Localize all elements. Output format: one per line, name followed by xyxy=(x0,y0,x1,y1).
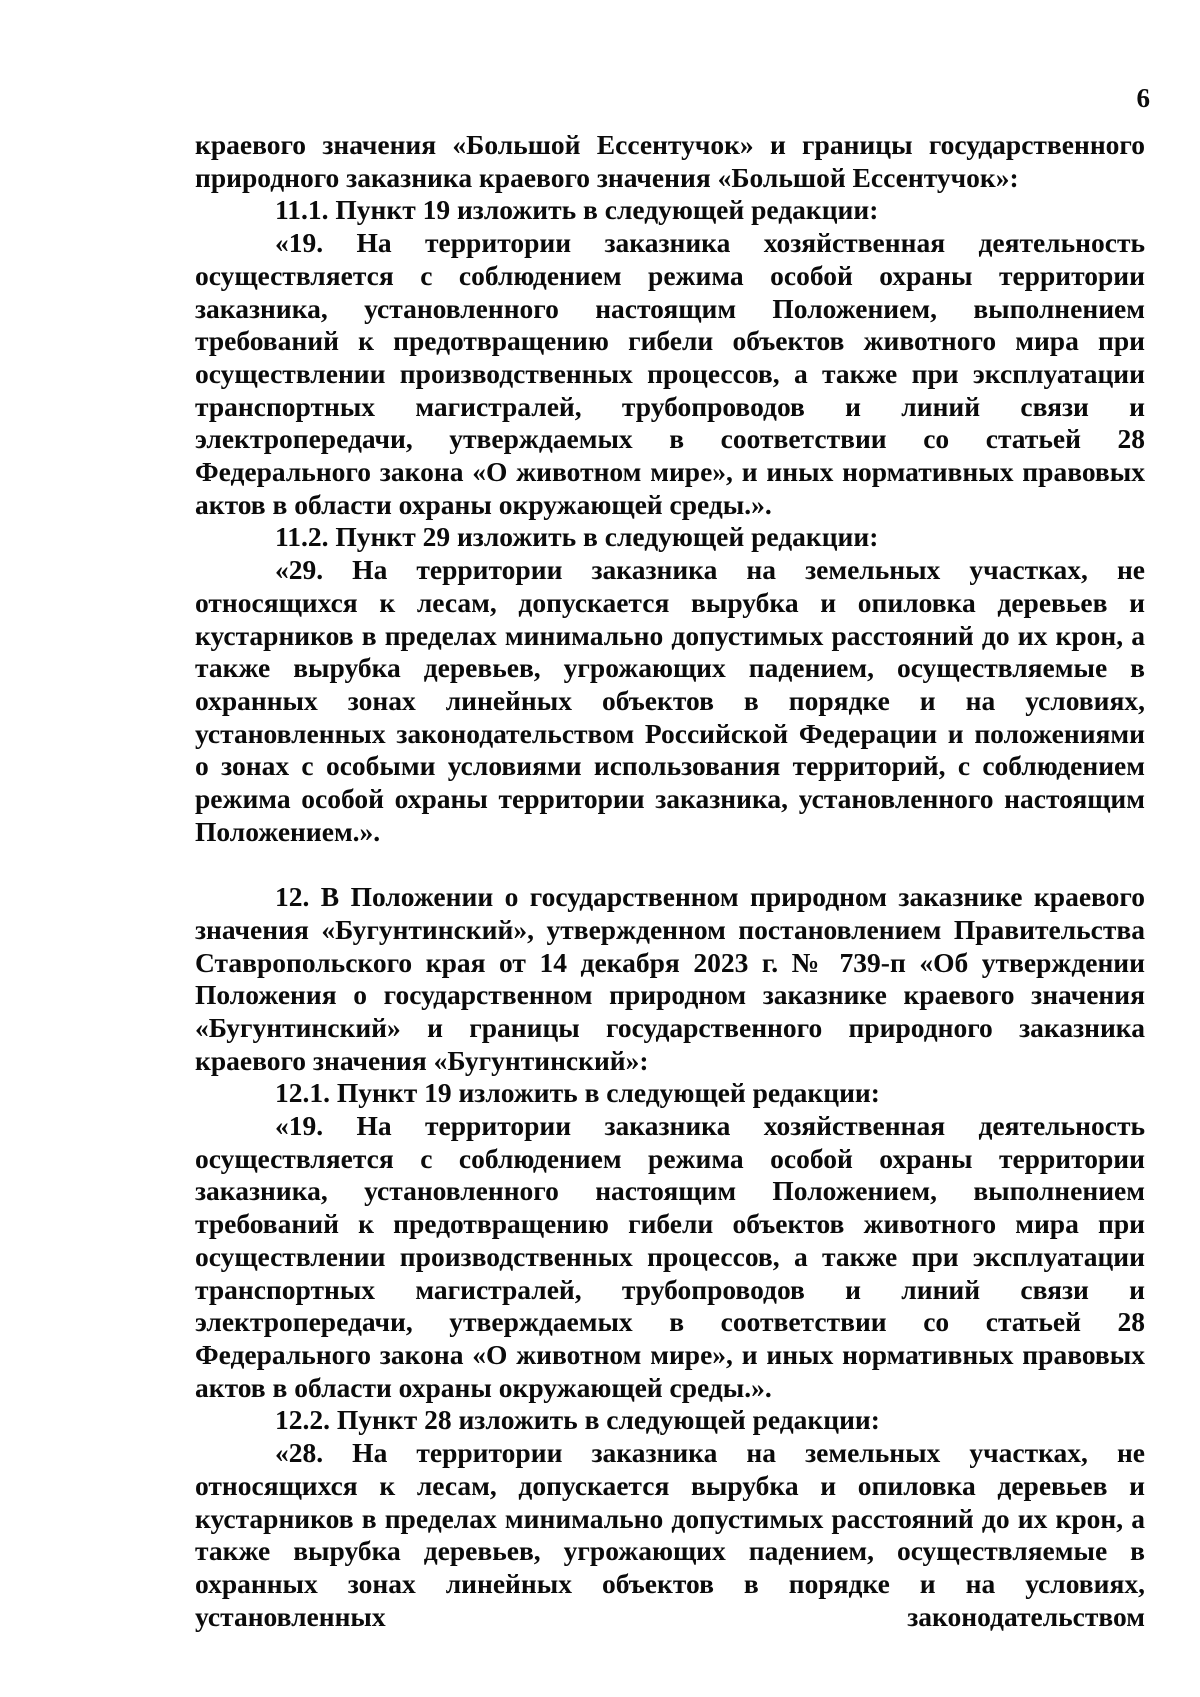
paragraph-spacer xyxy=(195,848,1145,881)
paragraph-12: 12. В Положении о государственном природном заказнике краевого значения «Бугунтинский», утвержденном постановлением Правительства Ставропольского края от 14 декабря 2023 г. № 739-п «Об утверждении Положения о государственном природном заказнике краевого значения «Бугунтинский» и границы государственного природного заказника краевого значения «Бугунтинский»: xyxy=(195,881,1145,1076)
paragraph-12-2-heading: 12.2. Пункт 28 изложить в следующей редакции: xyxy=(275,1404,880,1436)
document-body xyxy=(195,129,1145,1633)
paragraph-continuation: краевого значения «Большой Ессентучок» и границы государственного природного заказника краевого значения «Большой Ессентучок»: xyxy=(195,129,1145,193)
page-number: 6 xyxy=(1136,83,1150,113)
paragraph-12-1-heading: 12.1. Пункт 19 изложить в следующей редакции: xyxy=(275,1077,880,1109)
paragraph-12-1-text: «19. На территории заказника хозяйственная деятельность осуществляется с соблюдением режима особой охраны территории заказника, установленного настоящим Положением, выполнением требований к предотвращению гибели объектов животного мира при осуществлении производственных процессов, а также при эксплуатации транспортных магистралей, трубопроводов и линий связи и электропередачи, утверждаемых в соответствии со статьей 28 Федерального закона «О животном мире», и иных нормативных правовых актов в области охраны окружающей среды.». xyxy=(195,1110,1145,1403)
paragraph-12-2-text: «28. На территории заказника на земельных участках, не относящихся к лесам, допускается вырубка и опиловка деревьев и кустарников в пределах минимально допустимых расстояний до их крон, а также вырубка деревьев, угрожающих падением, осуществляемые в охранных зонах линейных объектов в порядке и на условиях, установленных законодательством xyxy=(195,1437,1145,1632)
paragraph-11-1-text: «19. На территории заказника хозяйственная деятельность осуществляется с соблюдением режима особой охраны территории заказника, установленного настоящим Положением, выполнением требований к предотвращению гибели объектов животного мира при осуществлении производственных процессов, а также при эксплуатации транспортных магистралей, трубопроводов и линий связи и электропередачи, утверждаемых в соответствии со статьей 28 Федерального закона «О животном мире», и иных нормативных правовых актов в области охраны окружающей среды.». xyxy=(195,227,1145,520)
paragraph-11-2-text: «29. На территории заказника на земельных участках, не относящихся к лесам, допускается вырубка и опиловка деревьев и кустарников в пределах минимально допустимых расстояний до их крон, а также вырубка деревьев, угрожающих падением, осуществляемые в охранных зонах линейных объектов в порядке и на условиях, установленных законодательством Российской Федерации и положениями о зонах с особыми условиями использования территорий, с соблюдением режима особой охраны территории заказника, установленного настоящим Положением.». xyxy=(195,554,1145,847)
paragraph-11-1-heading: 11.1. Пункт 19 изложить в следующей редакции: xyxy=(275,194,879,226)
paragraph-11-2-heading: 11.2. Пункт 29 изложить в следующей редакции: xyxy=(275,521,879,553)
